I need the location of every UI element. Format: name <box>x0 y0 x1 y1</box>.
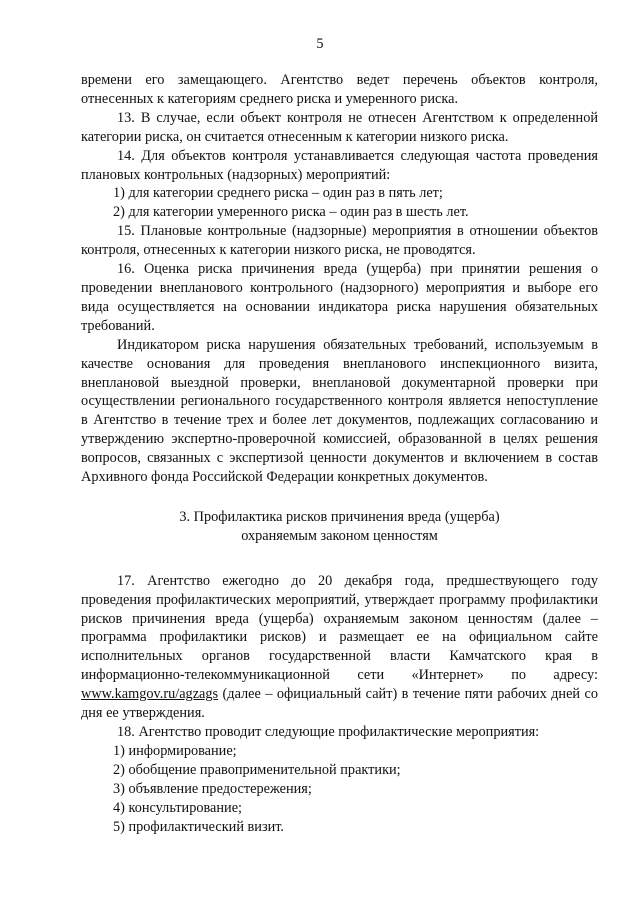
website-link[interactable]: www.kamgov.ru/agzags <box>81 686 219 703</box>
paragraph-continuation: времени его замещающего. Агентство ведет перечень объектов контроля, отнесенных к категориям среднего риска и умеренного риска. <box>81 72 598 107</box>
list-item: 3) объявление предостережения; <box>113 780 312 797</box>
list-item: 1) информирование; <box>113 742 237 759</box>
paragraph-indicator: Индикатором риска нарушения обязательных требований, используемым в качестве основания для проведения внепланового инспекционного визита, внеплановой выездной проверки, внеплановой документарной проверки при осуществлении регионального государственного контроля является непоступление в Агентство в течение трех и более лет документов, подлежащих согласованию и утверждению экспертно-проверочной комиссией, образованной в целях решения вопросов, связанных с экспертизой ценности документов и включением в состав Архивного фонда Российской Федерации конкретных документов. <box>81 336 598 486</box>
list-item: 2) обобщение правоприменительной практики; <box>113 761 401 778</box>
page-number: 5 <box>316 36 324 52</box>
paragraph-18: 18. Агентство проводит следующие профилактические мероприятия: <box>117 724 540 740</box>
document-body <box>81 71 598 836</box>
paragraph-13: 13. В случае, если объект контроля не отнесен Агентством к определенной категории риска, он считается отнесенным к категории низкого риска. <box>81 109 598 145</box>
list-item: 2) для категории умеренного риска – один раз в шесть лет. <box>113 204 469 221</box>
paragraph-15: 15. Плановые контрольные (надзорные) мероприятия в отношении объектов контроля, отнесенных к категории низкого риска, не проводятся. <box>81 223 598 259</box>
paragraph-16: 16. Оценка риска причинения вреда (ущерба) при принятии решения о проведении внепланового контрольного (надзорного) мероприятия и выборе его вида осуществляется на основании индикатора риска нарушения обязательных требований. <box>81 261 598 334</box>
paragraph-17-text: (далее – официальный сайт) в течение пяти рабочих дней со дня ее утверждения. <box>81 686 598 722</box>
section-heading-line: охраняемым законом ценностям <box>241 527 438 544</box>
section-heading <box>81 508 598 546</box>
section-heading-line: 3. Профилактика рисков причинения вреда (ущерба) <box>179 508 500 525</box>
list-item: 4) консультирование; <box>113 799 243 816</box>
paragraph-17 <box>81 572 598 723</box>
paragraph-17-text: 17. Агентство ежегодно до 20 декабря года, предшествующего году проведения профилактических мероприятий, утверждает программу профилактики рисков причинения вреда (ущерба) охраняемым законом ценностям (далее – программа профилактики рисков) и размещает ее на официальном сайте исполнительных органов государственной власти Камчатского края в информационно-телекоммуникационной сети «Интернет» по адресу: <box>81 572 598 684</box>
list-item: 1) для категории среднего риска – один раз в пять лет; <box>113 185 443 202</box>
paragraph-14: 14. Для объектов контроля устанавливается следующая частота проведения плановых контрольных (надзорных) мероприятий: <box>81 147 598 183</box>
list-item: 5) профилактический визит. <box>113 818 284 835</box>
